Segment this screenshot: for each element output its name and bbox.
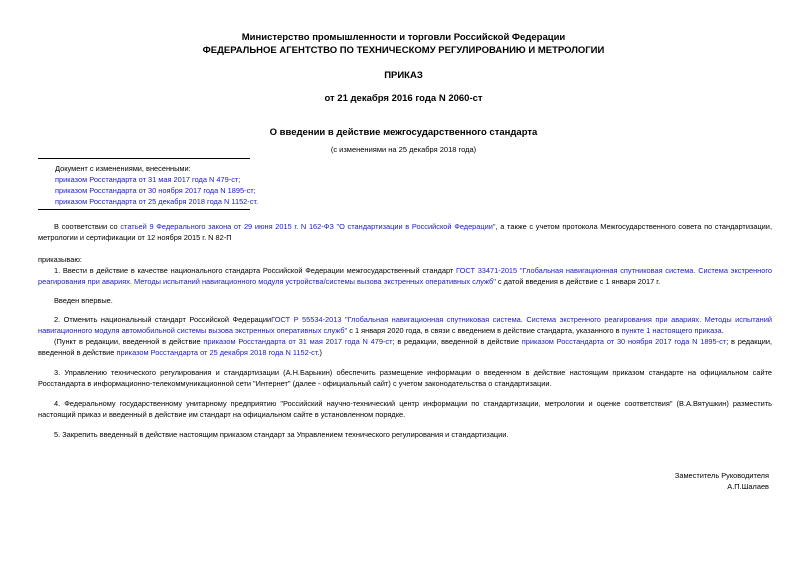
paragraph-1 bbox=[38, 265, 772, 287]
paragraph-4: 4. Федеральному государственному унитарному предприятию "Российский научно-технический центр информации по стандартизации, метрологии и оценке соответствия" (В.А.Вятушкин) разместить настоящий приказ и введенный в действие им стандарт на официальном сайте в установленном порядке. bbox=[38, 399, 772, 419]
note-text-mid: ; в редакции, введенной в действие bbox=[392, 337, 522, 346]
p1-text: 1. Ввести в действие в качестве национального стандарта Российской Федерации межгосударственный стандарт bbox=[54, 266, 457, 275]
signature-position: Заместитель Руководителя bbox=[674, 471, 769, 480]
gost-55534-link[interactable]: ГОСТ Р 55534-2013 "Глобальная навигационная спутниковая система. Система экстренного реагирования при авариях. Методы испытаний навигационного модуля автомобильной системы вызова экстренных оперативных служб" bbox=[38, 315, 773, 335]
p2-text: 2. Отменить национальный стандарт Российской Федерации bbox=[54, 315, 272, 324]
order-word: приказываю: bbox=[38, 255, 82, 264]
intro-text: В соответствии со bbox=[54, 222, 121, 231]
law-link[interactable]: статьей 9 Федерального закона от 29 июня 2015 г. N 162-ФЗ "О стандартизации в Российской Федерации" bbox=[120, 222, 496, 231]
point-1-link[interactable]: пункте 1 настоящего приказа bbox=[621, 326, 722, 335]
p2-text-mid: с 1 января 2020 года, в связи с введением в действие стандарта, указанного в bbox=[347, 326, 622, 335]
paragraph-3: 3. Управлению технического регулирования и стандартизации (А.Н.Барыкин) обеспечить размещение информации о введенном в действие настоящим приказом стандарте на официальном сайте Росстандарта в информационно-телекоммуникационной сети "Интернет" (далее - официальный сайт) с учетом законодательства о стандартизации. bbox=[38, 368, 772, 388]
paragraph-5: 5. Закрепить введенный в действие настоящим приказом стандарт за Управлением технического регулирования и стандартизации. bbox=[54, 430, 509, 439]
intro-text-end: , а также с учетом протокола Межгосударственного совета по стандартизации, метрологии и сертификации от 12 ноября 2015 г. N 82-П bbox=[38, 222, 772, 242]
agency-title: ФЕДЕРАЛЬНОЕ АГЕНТСТВО ПО ТЕХНИЧЕСКОМУ РЕГУЛИРОВАНИЮ И МЕТРОЛОГИИ bbox=[202, 45, 605, 56]
note-text: (Пункт в редакции, введенной в действие bbox=[54, 337, 204, 346]
doc-type: ПРИКАЗ bbox=[384, 70, 423, 81]
change-link-1[interactable]: приказом Росстандарта от 31 мая 2017 года N 479-ст; bbox=[55, 175, 241, 184]
gost-33471-link[interactable]: ГОСТ 33471-2015 "Глобальная навигационная спутниковая система. Система экстренного реагирования при авариях. Методы испытаний навигационного модуля устройства/системы вызова экстренных оперативных служб" bbox=[38, 266, 772, 286]
note-link-1[interactable]: приказом Росстандарта от 31 мая 2017 года N 479-ст bbox=[203, 337, 393, 346]
doc-date-number: от 21 декабря 2016 года N 2060-ст bbox=[324, 93, 483, 104]
ministry-title: Министерство промышленности и торговли Российской Федерации bbox=[241, 32, 566, 43]
introduced-first: Введен впервые. bbox=[54, 296, 113, 305]
note-text-mid2: ; в редакции, введенной в действие bbox=[38, 337, 773, 357]
intro-paragraph bbox=[38, 221, 772, 243]
p2-text-end: . bbox=[721, 326, 724, 335]
note-link-2[interactable]: приказом Росстандарта от 30 ноября 2017 года N 1895-ст bbox=[521, 337, 727, 346]
p1-text-end: с датой введения в действие с 1 января 2017 г. bbox=[495, 277, 661, 286]
changes-title: Документ с изменениями, внесенными: bbox=[55, 164, 191, 173]
paragraph-2 bbox=[38, 314, 772, 336]
note-link-3[interactable]: приказом Росстандарта от 25 декабря 2018 года N 1152-ст bbox=[116, 348, 318, 357]
note-text-end: .) bbox=[317, 348, 322, 357]
change-link-2[interactable]: приказом Росстандарта от 30 ноября 2017 года N 1895-ст; bbox=[55, 186, 256, 195]
signature-name: А.П.Шалаев bbox=[727, 482, 769, 491]
changes-note: (с изменениями на 25 декабря 2018 года) bbox=[330, 145, 477, 154]
divider-top bbox=[38, 158, 250, 159]
changes-block bbox=[55, 163, 258, 207]
divider-bottom bbox=[38, 209, 250, 210]
change-link-3[interactable]: приказом Росстандарта от 25 декабря 2018 года N 1152-ст. bbox=[55, 197, 259, 206]
paragraph-2-note bbox=[38, 336, 772, 358]
doc-subject: О введении в действие межгосударственного стандарта bbox=[269, 127, 538, 138]
